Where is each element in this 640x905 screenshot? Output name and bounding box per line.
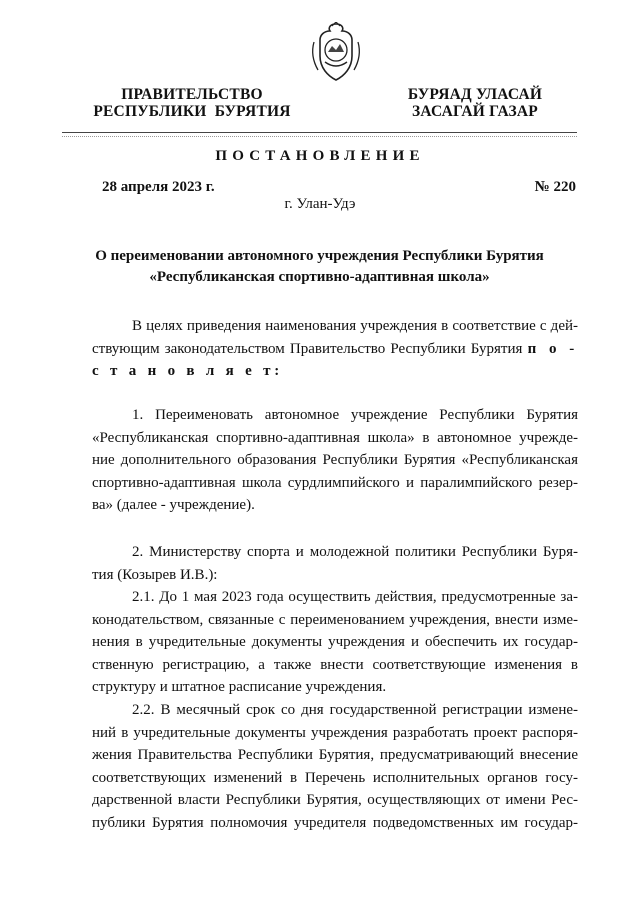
text-line: жения Правительства Республики Бурятия, предусматривающий внесение — [92, 747, 578, 763]
document-date: 28 апреля 2023 г. — [102, 179, 215, 195]
text-line: дарственной власти Республики Бурятия, осуществляющих от имени Рес- — [92, 792, 578, 808]
text-line: 2.1. До 1 мая 2023 года осуществить действия, предусмотренные за- — [132, 589, 578, 605]
gov-right-line: БУРЯАД УЛАСАЙ — [407, 86, 543, 103]
government-name-buryat — [395, 86, 555, 120]
paragraph-2 — [92, 541, 578, 586]
text-line: «Республиканская спортивно-адаптивная школа» в автономное учрежде- — [92, 429, 578, 446]
text-line: 2. Министерству спорта и молодежной политики Республики Буря- — [132, 544, 578, 560]
paragraph-intro — [92, 315, 578, 383]
text-line: тия (Козырев И.В.): — [92, 566, 218, 583]
paragraph-2-2 — [92, 699, 578, 834]
text-line: структуру и штатное расписание учреждения. — [92, 679, 387, 695]
spaced-word: п о - — [527, 340, 578, 357]
title-line: О переименовании автономного учреждения Республики Бурятия — [95, 248, 544, 264]
text-line: публики Бурятия полномочия учредителя подведомственных им государ- — [92, 814, 578, 831]
title-line: «Республиканская спортивно-адаптивная школа» — [149, 269, 490, 285]
text-line: соответствующих изменений в Перечень исполнительных органов госу- — [92, 769, 578, 786]
document-type: ПОСТАНОВЛЕНИЕ — [215, 148, 425, 164]
government-name-russian — [92, 86, 292, 120]
gov-left-line: РЕСПУБЛИКИ БУРЯТИЯ — [93, 103, 291, 120]
gov-left-line: ПРАВИТЕЛЬСТВО — [121, 86, 263, 103]
text-line: 2.2. В месячный срок со дня государственной регистрации измене- — [132, 702, 578, 718]
text-line: 1. Переименовать автономное учреждение Республики Бурятия — [132, 407, 578, 423]
text-line: ственную регистрацию, а также внести соответствующие изменения в — [92, 656, 578, 673]
text-line: нения в учредительные документы учреждения и обеспечить их государ- — [92, 634, 578, 650]
text-line: ний в учредительные документы учреждения разработать проект распоря- — [92, 724, 578, 741]
spaced-word: с т а н о в л я е т: — [92, 363, 284, 379]
document-city: г. Улан-Удэ — [284, 196, 356, 212]
gov-right-line: ЗАСАГАЙ ГАЗАР — [412, 103, 538, 120]
text-line: ва» (далее - учреждение). — [92, 497, 255, 513]
text-line: конодательством, связанные с переименованием учреждения, внести изме- — [92, 611, 578, 628]
paragraph-2-1 — [92, 586, 578, 699]
text-line: В целях приведения наименования учреждения в соответствие с дей- — [132, 318, 578, 334]
text-line: спортивно-адаптивная школа сурдлимпийского и паралимпийского резер- — [92, 474, 578, 491]
header-divider — [62, 132, 577, 133]
header-divider-dotted — [62, 136, 577, 137]
text-line — [92, 338, 578, 361]
coat-of-arms-icon — [308, 22, 364, 82]
paragraph-1 — [92, 404, 578, 517]
document-number: № 220 — [534, 179, 576, 195]
document-title — [62, 246, 577, 288]
text-line: ние дополнительного образования Республики Бурятия «Республиканская — [92, 452, 578, 468]
text-fragment: ствующим законодательством Правительство Республики Бурятия — [92, 340, 523, 357]
